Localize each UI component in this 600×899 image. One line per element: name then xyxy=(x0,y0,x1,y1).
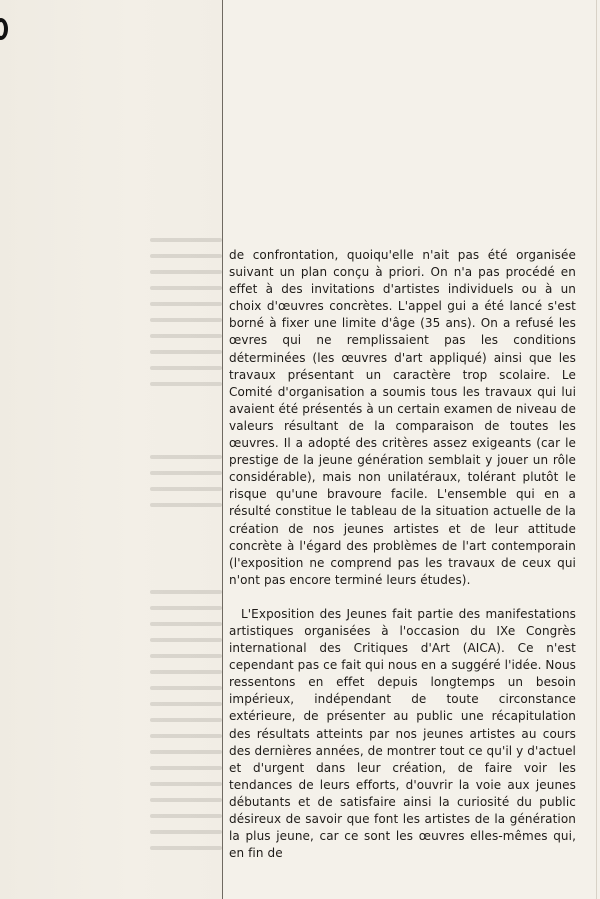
article-column xyxy=(229,247,576,862)
column-divider xyxy=(222,0,223,899)
paragraph: de confrontation, quoiqu'elle n'ait pas été organisée suivant un plan conçu à priori. On n'a pas procédé en effet à des invitations d'artistes individuels ou à un choix d'œuvres concrètes. L'appel gui a été lancé s'est borné à fixer une limite d'âge (35 ans). On a refusé les œvres qui ne remplissaient pas les conditions déterminées (les œuvres d'art appliqué) ainsi que les travaux présentant un caractère trop scolaire. Le Comité d'organisation a soumis tous les travaux qui lui avaient été présentés à un certain examen de niveau de valeurs résultant de la comparaison de toutes les œuvres. Il a adopté des critères assez exigeants (car le prestige de la jeune génération semblait y jouer un rôle considérable), mais non unilatéraux, tolérant plutôt le risque qu'une bravoure facile. L'ensemble qui en a résulté constitue le tableau de la situation actuelle de la création de nos jeunes artistes et de leur attitude concrète à l'égard des problèmes de l'art contemporain (l'exposition ne comprend pas les travaux de ceux qui n'ont pas encore terminé leurs études). xyxy=(229,248,576,587)
page-right-edge xyxy=(596,0,597,899)
paragraph: L'Exposition des Jeunes fait partie des manifestations artistiques organisées à l'occasion du IXe Congrès international des Critiques d'Art (AICA). Ce n'est cependant pas ce fait qui nous en a suggéré l'idée. Nous ressentons en effet depuis longtemps un besoin impérieux, indépendant de toute circonstance extérieure, de présenter au public une récapitulation des résultats atteints par nos jeunes artistes au cours des dernières années, de montrer tout ce qu'il y d'actuel et d'urgent dans leur création, de faire voir les tendances de leurs efforts, d'ouvrir la voie aux jeunes débutants et de satisfaire ainsi la curiosité du public désireux de savoir que font les artistes de la génération la plus jeune, car ce sont les œuvres elles-mêmes qui, en fin de xyxy=(229,606,577,861)
show-through-text xyxy=(150,590,222,862)
show-through-text xyxy=(150,238,222,398)
show-through-text xyxy=(150,455,222,519)
left-blank-page-area xyxy=(0,0,222,899)
